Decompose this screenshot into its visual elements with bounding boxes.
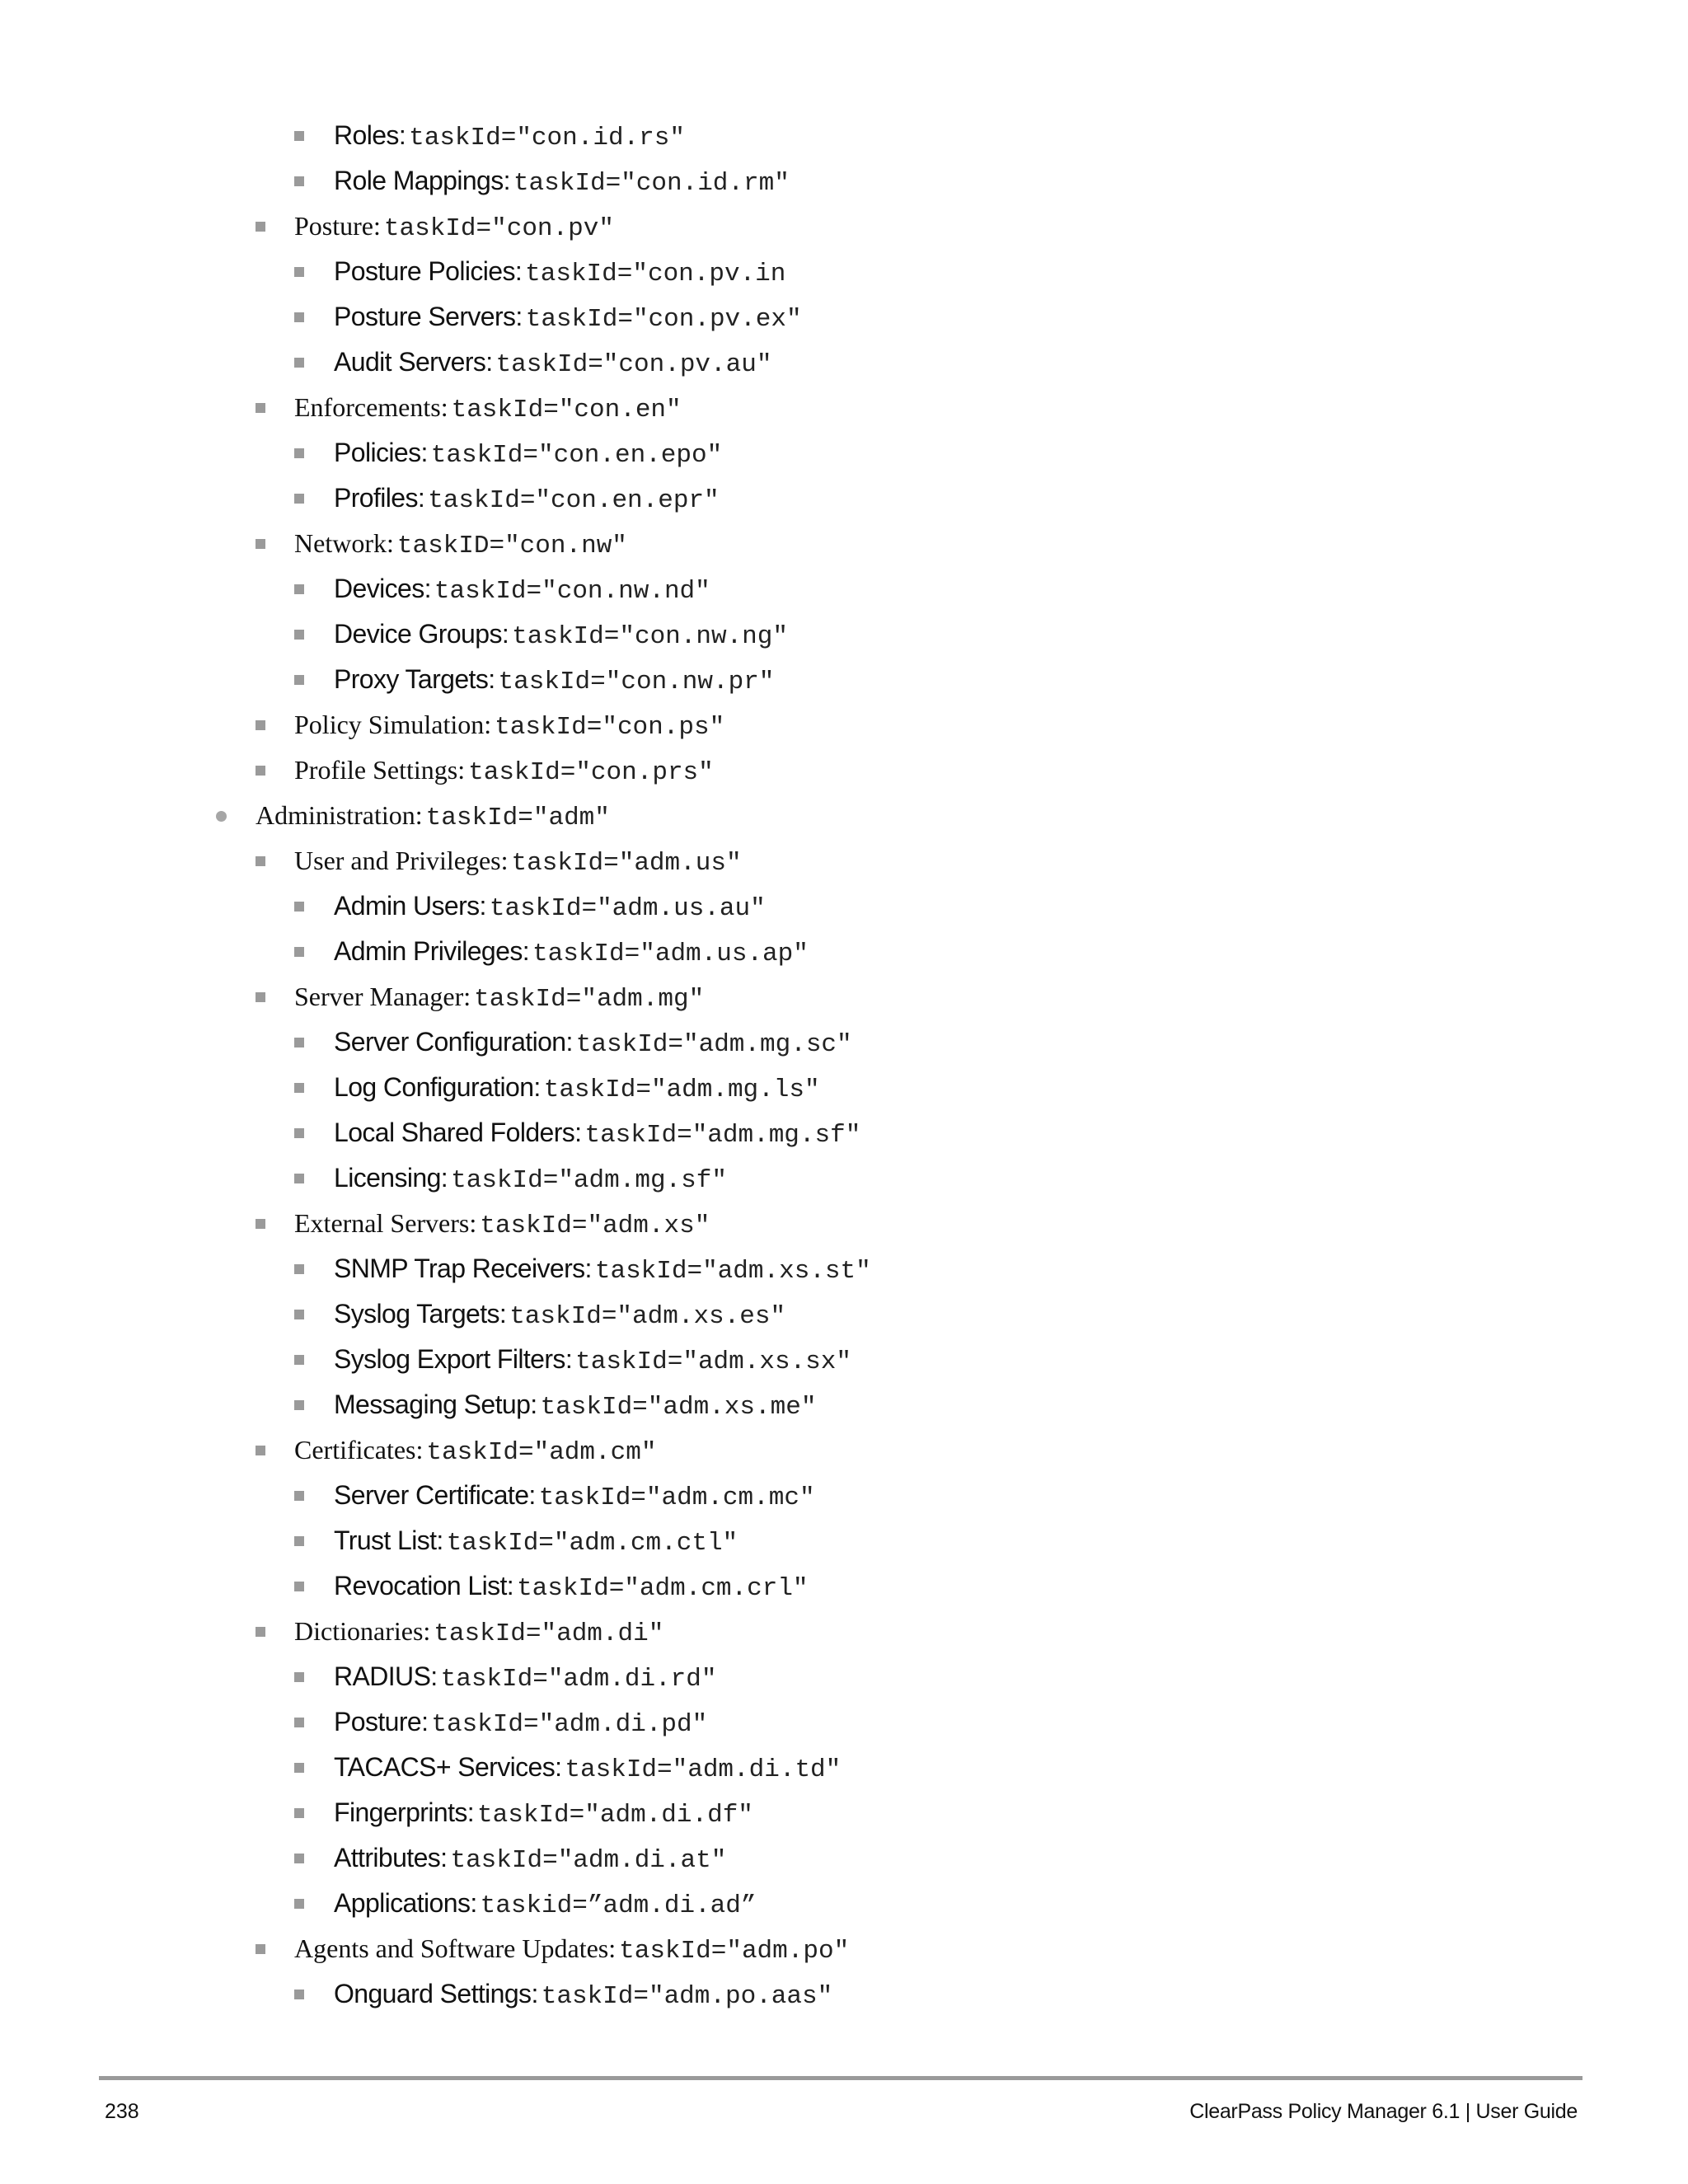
item-label: Server Configuration: bbox=[334, 1027, 573, 1057]
task-id-code: taskid=”adm.di.ad” bbox=[480, 1891, 757, 1920]
list-item bbox=[0, 661, 1688, 706]
task-id-code: taskId="adm.po.aas" bbox=[541, 1982, 833, 2011]
item-label: Admin Privileges: bbox=[334, 936, 530, 966]
list-item-text bbox=[294, 389, 682, 431]
list-item bbox=[0, 1160, 1688, 1205]
list-item bbox=[0, 298, 1688, 344]
item-label: Revocation List: bbox=[334, 1571, 514, 1601]
list-item bbox=[0, 616, 1688, 661]
list-item-text bbox=[334, 570, 710, 612]
list-item bbox=[0, 389, 1688, 434]
list-item bbox=[0, 162, 1688, 208]
list-item-text bbox=[334, 1840, 726, 1882]
task-id-code: taskId="con.nw.nd" bbox=[434, 577, 710, 606]
task-id-code: taskId="adm.cm" bbox=[426, 1438, 657, 1467]
task-id-code: taskId="adm.cm.crl" bbox=[517, 1574, 809, 1603]
list-item bbox=[0, 1477, 1688, 1522]
list-item bbox=[0, 525, 1688, 570]
square-bullet-icon bbox=[294, 131, 304, 141]
list-item-text bbox=[334, 1749, 841, 1791]
list-item-text bbox=[334, 933, 809, 975]
task-id-code: taskId="con.pv.au" bbox=[495, 350, 772, 379]
square-bullet-icon bbox=[256, 403, 265, 413]
task-id-code: taskId="adm.po" bbox=[619, 1937, 850, 1966]
task-id-code: taskId="adm.mg.ls" bbox=[543, 1076, 820, 1104]
item-label: Trust List: bbox=[334, 1526, 443, 1555]
square-bullet-icon bbox=[256, 1219, 265, 1229]
task-id-code: taskId="adm.xs.sx" bbox=[575, 1347, 851, 1376]
item-label: Network: bbox=[294, 528, 394, 558]
list-item bbox=[0, 1568, 1688, 1613]
list-item bbox=[0, 978, 1688, 1024]
list-item bbox=[0, 1658, 1688, 1704]
list-item bbox=[0, 117, 1688, 162]
square-bullet-icon bbox=[294, 675, 304, 685]
task-id-code: taskId="con.id.rm" bbox=[513, 169, 790, 198]
task-id-code: taskId="adm.xs.st" bbox=[594, 1257, 871, 1286]
item-label: Agents and Software Updates: bbox=[294, 1933, 617, 1963]
square-bullet-icon bbox=[294, 1763, 304, 1773]
list-item bbox=[0, 1794, 1688, 1840]
task-id-code: taskId="con.en" bbox=[451, 396, 682, 424]
list-item-text bbox=[334, 616, 788, 658]
item-label: RADIUS: bbox=[334, 1661, 438, 1691]
item-label: Devices: bbox=[334, 574, 431, 603]
item-label: Policies: bbox=[334, 438, 428, 467]
item-label: Local Shared Folders: bbox=[334, 1118, 582, 1147]
footer-rule bbox=[99, 2076, 1582, 2080]
task-id-code: taskId="con.prs" bbox=[468, 758, 714, 787]
list-item-text bbox=[334, 1250, 871, 1292]
item-label: Profile Settings: bbox=[294, 755, 466, 785]
list-item-text bbox=[256, 797, 610, 839]
task-id-list bbox=[0, 117, 1688, 2021]
task-id-code: taskId="adm.di" bbox=[434, 1619, 664, 1648]
task-id-code: taskId="adm.us.ap" bbox=[532, 940, 809, 968]
list-item-text bbox=[294, 752, 714, 794]
list-item bbox=[0, 1250, 1688, 1296]
item-label: Profiles: bbox=[334, 483, 425, 513]
list-item-text bbox=[334, 480, 720, 522]
square-bullet-icon bbox=[294, 1808, 304, 1818]
item-label: TACACS+ Services: bbox=[334, 1752, 562, 1782]
list-item bbox=[0, 1024, 1688, 1069]
list-item-text bbox=[294, 525, 627, 567]
item-label: Licensing: bbox=[334, 1163, 448, 1193]
task-id-code: taskId="adm.cm.ctl" bbox=[446, 1529, 738, 1558]
square-bullet-icon bbox=[294, 267, 304, 277]
item-label: Applications: bbox=[334, 1888, 477, 1918]
list-item-text bbox=[334, 1704, 707, 1746]
square-bullet-icon bbox=[256, 1627, 265, 1637]
square-bullet-icon bbox=[294, 1083, 304, 1093]
item-label: Certificates: bbox=[294, 1435, 424, 1465]
task-id-code: taskId="adm.di.pd" bbox=[431, 1710, 708, 1739]
task-id-code: taskId="adm.us" bbox=[511, 849, 742, 878]
square-bullet-icon bbox=[294, 1400, 304, 1410]
square-bullet-icon bbox=[294, 630, 304, 640]
item-label: User and Privileges: bbox=[294, 846, 509, 875]
item-label: Proxy Targets: bbox=[334, 664, 495, 694]
task-id-code: taskId="adm.us.au" bbox=[489, 894, 766, 923]
task-id-code: taskId="con.en.epo" bbox=[430, 441, 723, 470]
item-label: Policy Simulation: bbox=[294, 710, 492, 739]
square-bullet-icon bbox=[294, 1718, 304, 1727]
list-item-text bbox=[334, 1522, 738, 1564]
list-item bbox=[0, 570, 1688, 616]
task-id-code: taskId="adm.mg.sc" bbox=[575, 1030, 852, 1059]
square-bullet-icon bbox=[256, 222, 265, 232]
list-item bbox=[0, 1613, 1688, 1658]
item-label: Fingerprints: bbox=[334, 1797, 475, 1827]
list-item bbox=[0, 1114, 1688, 1160]
square-bullet-icon bbox=[294, 1899, 304, 1909]
list-item-text bbox=[334, 253, 785, 295]
task-id-code: taskId="con.nw.pr" bbox=[498, 668, 775, 696]
item-label: Syslog Export Filters: bbox=[334, 1344, 573, 1374]
task-id-code: taskId="con.en.epr" bbox=[428, 486, 720, 515]
square-bullet-icon bbox=[256, 1446, 265, 1455]
task-id-code: taskId="adm.di.df" bbox=[477, 1801, 753, 1830]
square-bullet-icon bbox=[294, 1582, 304, 1591]
task-id-code: taskId="con.id.rs" bbox=[409, 124, 685, 152]
list-item-text bbox=[334, 1477, 815, 1519]
list-item bbox=[0, 752, 1688, 797]
list-item-text bbox=[294, 706, 724, 748]
list-item bbox=[0, 1432, 1688, 1477]
item-label: Roles: bbox=[334, 120, 406, 150]
list-item bbox=[0, 933, 1688, 978]
item-label: Server Manager: bbox=[294, 982, 471, 1011]
item-label: Audit Servers: bbox=[334, 347, 493, 377]
square-bullet-icon bbox=[294, 494, 304, 504]
list-item bbox=[0, 706, 1688, 752]
square-bullet-icon bbox=[294, 584, 304, 594]
square-bullet-icon bbox=[294, 902, 304, 912]
item-label: Server Certificate: bbox=[334, 1480, 536, 1510]
square-bullet-icon bbox=[294, 1854, 304, 1863]
list-item-text bbox=[334, 1568, 809, 1610]
item-label: Posture: bbox=[294, 211, 381, 241]
task-id-code: taskId="con.pv.ex" bbox=[525, 305, 802, 334]
item-label: Log Configuration: bbox=[334, 1072, 541, 1102]
square-bullet-icon bbox=[294, 312, 304, 322]
list-item bbox=[0, 1205, 1688, 1250]
list-item-text bbox=[334, 661, 774, 703]
task-id-code: taskID="con.nw" bbox=[396, 532, 627, 560]
square-bullet-icon bbox=[294, 1264, 304, 1274]
list-item-text bbox=[294, 1205, 710, 1247]
task-id-code: taskId="adm.xs.es" bbox=[509, 1302, 786, 1331]
task-id-code: taskId="adm.mg.sf" bbox=[451, 1166, 727, 1195]
square-bullet-icon bbox=[294, 176, 304, 186]
list-item-text bbox=[334, 1114, 860, 1156]
item-label: Device Groups: bbox=[334, 619, 509, 649]
task-id-code: taskId="con.nw.ng" bbox=[512, 622, 788, 651]
list-item bbox=[0, 1522, 1688, 1568]
list-item-text bbox=[334, 1069, 820, 1111]
task-id-code: taskId="adm.cm.mc" bbox=[538, 1483, 815, 1512]
square-bullet-icon bbox=[256, 992, 265, 1002]
square-bullet-icon bbox=[294, 1038, 304, 1047]
item-label: Enforcements: bbox=[294, 392, 448, 422]
list-item-text bbox=[334, 1296, 785, 1338]
list-item-text bbox=[334, 117, 685, 159]
item-label: Attributes: bbox=[334, 1843, 448, 1872]
list-item bbox=[0, 1069, 1688, 1114]
task-id-code: taskId="adm" bbox=[425, 804, 610, 832]
task-id-code: taskId="adm.di.at" bbox=[450, 1846, 727, 1875]
list-item-text bbox=[334, 888, 766, 930]
list-item-text bbox=[334, 344, 771, 386]
square-bullet-icon bbox=[294, 1310, 304, 1319]
list-item bbox=[0, 434, 1688, 480]
list-item-text bbox=[294, 1613, 663, 1655]
list-item-text bbox=[334, 1386, 816, 1428]
item-label: Posture: bbox=[334, 1707, 429, 1736]
list-item-text bbox=[334, 1794, 753, 1836]
list-item bbox=[0, 842, 1688, 888]
square-bullet-icon bbox=[256, 720, 265, 730]
task-id-code: taskId="adm.mg" bbox=[474, 985, 705, 1014]
list-item bbox=[0, 1840, 1688, 1885]
item-label: Messaging Setup: bbox=[334, 1390, 537, 1419]
item-label: Onguard Settings: bbox=[334, 1979, 538, 2008]
list-item bbox=[0, 253, 1688, 298]
list-item bbox=[0, 888, 1688, 933]
list-item-text bbox=[294, 1930, 849, 1972]
list-item bbox=[0, 1704, 1688, 1749]
list-item-text bbox=[334, 1658, 716, 1700]
list-item-text bbox=[334, 298, 802, 340]
item-label: External Servers: bbox=[294, 1208, 477, 1238]
list-item bbox=[0, 480, 1688, 525]
list-item-text bbox=[334, 434, 722, 476]
square-bullet-icon bbox=[294, 1672, 304, 1682]
task-id-code: taskId="adm.di.rd" bbox=[440, 1665, 717, 1694]
list-item bbox=[0, 1749, 1688, 1794]
item-label: Role Mappings: bbox=[334, 166, 510, 195]
square-bullet-icon bbox=[256, 856, 265, 866]
list-item-text bbox=[334, 1341, 851, 1383]
task-id-code: taskId="con.ps" bbox=[495, 713, 725, 742]
list-item bbox=[0, 1930, 1688, 1975]
list-item bbox=[0, 208, 1688, 253]
item-label: Posture Policies: bbox=[334, 256, 523, 286]
item-label: SNMP Trap Receivers: bbox=[334, 1254, 592, 1283]
item-label: Posture Servers: bbox=[334, 302, 523, 331]
square-bullet-icon bbox=[256, 539, 265, 549]
square-bullet-icon bbox=[294, 1990, 304, 1999]
list-item bbox=[0, 1296, 1688, 1341]
list-item-text bbox=[334, 1024, 852, 1066]
task-id-code: taskId="adm.xs.me" bbox=[540, 1393, 817, 1422]
square-bullet-icon bbox=[294, 1174, 304, 1183]
square-bullet-icon bbox=[256, 766, 265, 776]
list-item bbox=[0, 797, 1688, 842]
item-label: Admin Users: bbox=[334, 891, 486, 921]
square-bullet-icon bbox=[256, 1944, 265, 1954]
list-item-text bbox=[334, 1975, 832, 2018]
task-id-code: taskId="adm.xs" bbox=[480, 1212, 710, 1240]
list-item bbox=[0, 1885, 1688, 1930]
list-item-text bbox=[294, 978, 704, 1020]
item-label: Syslog Targets: bbox=[334, 1299, 507, 1329]
list-item bbox=[0, 1341, 1688, 1386]
list-item bbox=[0, 344, 1688, 389]
list-item-text bbox=[294, 1432, 656, 1474]
list-item bbox=[0, 1975, 1688, 2021]
round-bullet-icon bbox=[216, 811, 227, 822]
list-item-text bbox=[334, 1160, 727, 1202]
list-item-text bbox=[334, 1885, 757, 1927]
task-id-code: taskId="con.pv.in bbox=[525, 260, 786, 288]
list-item-text bbox=[294, 842, 742, 884]
footer-title: ClearPass Policy Manager 6.1 | User Guide bbox=[1189, 2100, 1578, 2123]
square-bullet-icon bbox=[294, 947, 304, 957]
square-bullet-icon bbox=[294, 1536, 304, 1546]
task-id-code: taskId="adm.mg.sf" bbox=[584, 1121, 861, 1150]
page-number: 238 bbox=[105, 2100, 139, 2123]
list-item bbox=[0, 1386, 1688, 1432]
square-bullet-icon bbox=[294, 1355, 304, 1365]
square-bullet-icon bbox=[294, 1491, 304, 1501]
list-item-text bbox=[294, 208, 614, 250]
item-label: Administration: bbox=[256, 800, 423, 830]
item-label: Dictionaries: bbox=[294, 1616, 431, 1646]
list-item-text bbox=[334, 162, 790, 204]
task-id-code: taskId="adm.di.td" bbox=[565, 1755, 842, 1784]
square-bullet-icon bbox=[294, 448, 304, 458]
task-id-code: taskId="con.pv" bbox=[383, 214, 614, 243]
square-bullet-icon bbox=[294, 358, 304, 368]
square-bullet-icon bbox=[294, 1128, 304, 1138]
